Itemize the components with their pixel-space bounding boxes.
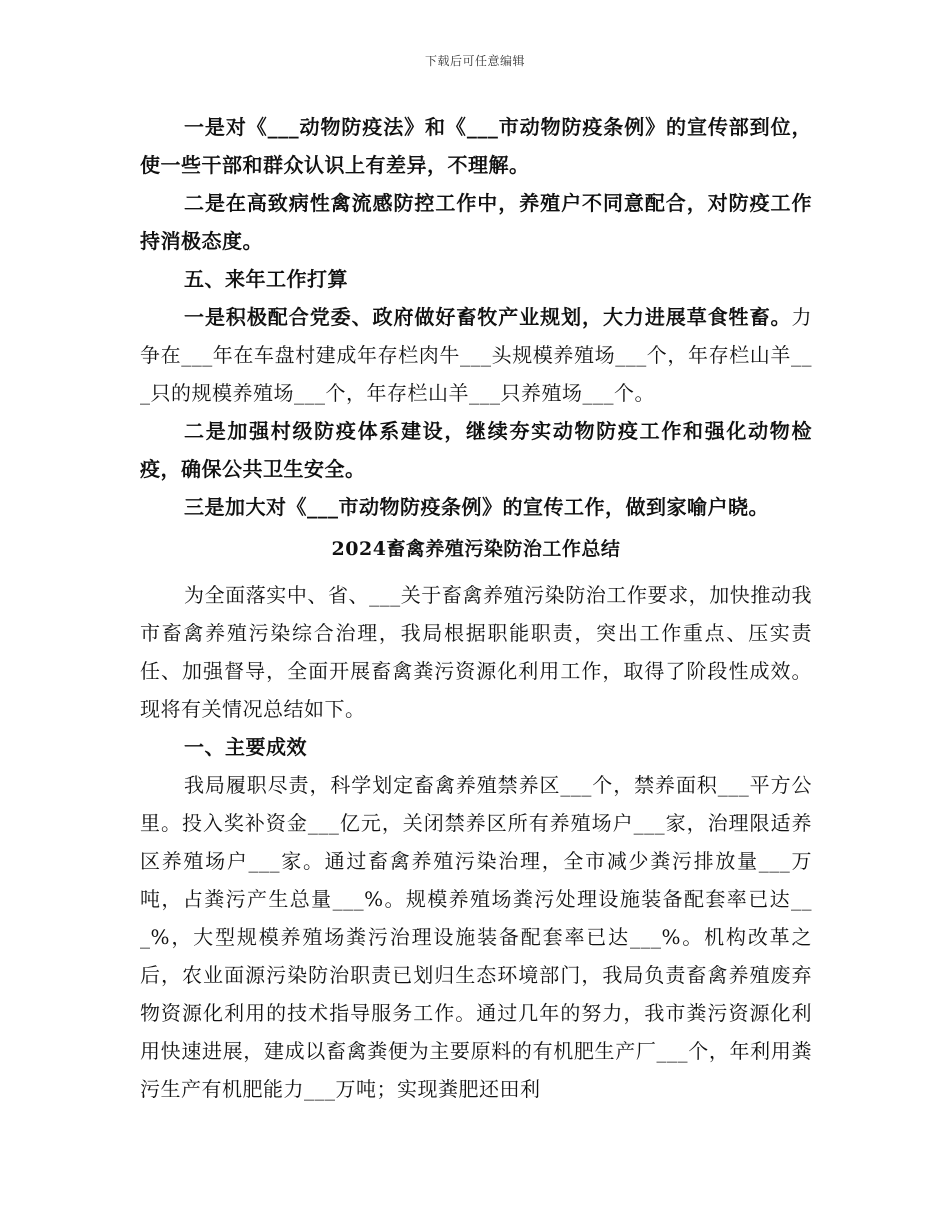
document-body	[140, 108, 812, 1108]
paragraph-plan-1-detail: 力争在___年在车盘村建成年存栏肉牛___头规模养殖场___个，年存栏山羊___只的规模养殖场___个，年存栏山羊___只养殖场___个。	[140, 305, 812, 405]
paragraph-main-results: 我局履职尽责，科学划定畜禽养殖禁养区___个，禁养面积___平方公里。投入奖补资金___亿元，关闭禁养区所有养殖场户___家，治理限适养区养殖场户___家。通过畜禽养殖污染治理，全市减少粪污排放量___万吨，占粪污产生总量___%。规模养殖场粪污处理设施装备配套率已达___%，大型规模养殖场粪污治理设施装备配套率已达___%。机构改革之后，农业面源污染防治职责已划归生态环境部门，我局负责畜禽养殖废弃物资源化利用的技术指导服务工作。通过几年的努力，我市粪污资源化利用快速进展，建成以畜禽粪便为主要原料的有机肥生产厂___个，年利用粪污生产有机肥能力___万吨；实现粪肥还田利	[140, 773, 812, 1101]
page-header: 下载后可任意编辑	[424, 54, 525, 68]
paragraph-plan-3: 三是加大对《___市动物防疫条例》的宣传工作，做到家喻户晓。	[184, 495, 769, 519]
paragraph-plan-2: 二是加强村级防疫体系建设，继续夯实动物防疫工作和强化动物检疫，确保公共卫生安全。	[140, 419, 812, 481]
document-title: 2024畜禽养殖污染防治工作总结	[331, 538, 621, 560]
paragraph-intro: 为全面落实中、省、___关于畜禽养殖污染防治工作要求，加快推动我市畜禽养殖污染综合治理，我局根据职能职责，突出工作重点、压实责任、加强督导，全面开展畜禽粪污资源化利用工作，取得了阶段性成效。现将有关情况总结如下。	[140, 583, 812, 721]
paragraph-plan-1	[140, 298, 812, 412]
paragraph-plan-1-lead: 一是积极配合党委、政府做好畜牧产业规划，大力进展草食牲畜。	[184, 305, 792, 329]
paragraph-problem-1: 一是对《___动物防疫法》和《___市动物防疫条例》的宣传部到位，使一些干部和群众认识上有差异，不理解。	[140, 115, 812, 177]
section-heading-next-year-plan: 五、来年工作打算	[184, 267, 348, 291]
section-heading-main-results: 一、主要成效	[184, 735, 307, 759]
paragraph-problem-2: 二是在高致病性禽流感防控工作中，养殖户不同意配合，对防疫工作持消极态度。	[140, 191, 812, 253]
